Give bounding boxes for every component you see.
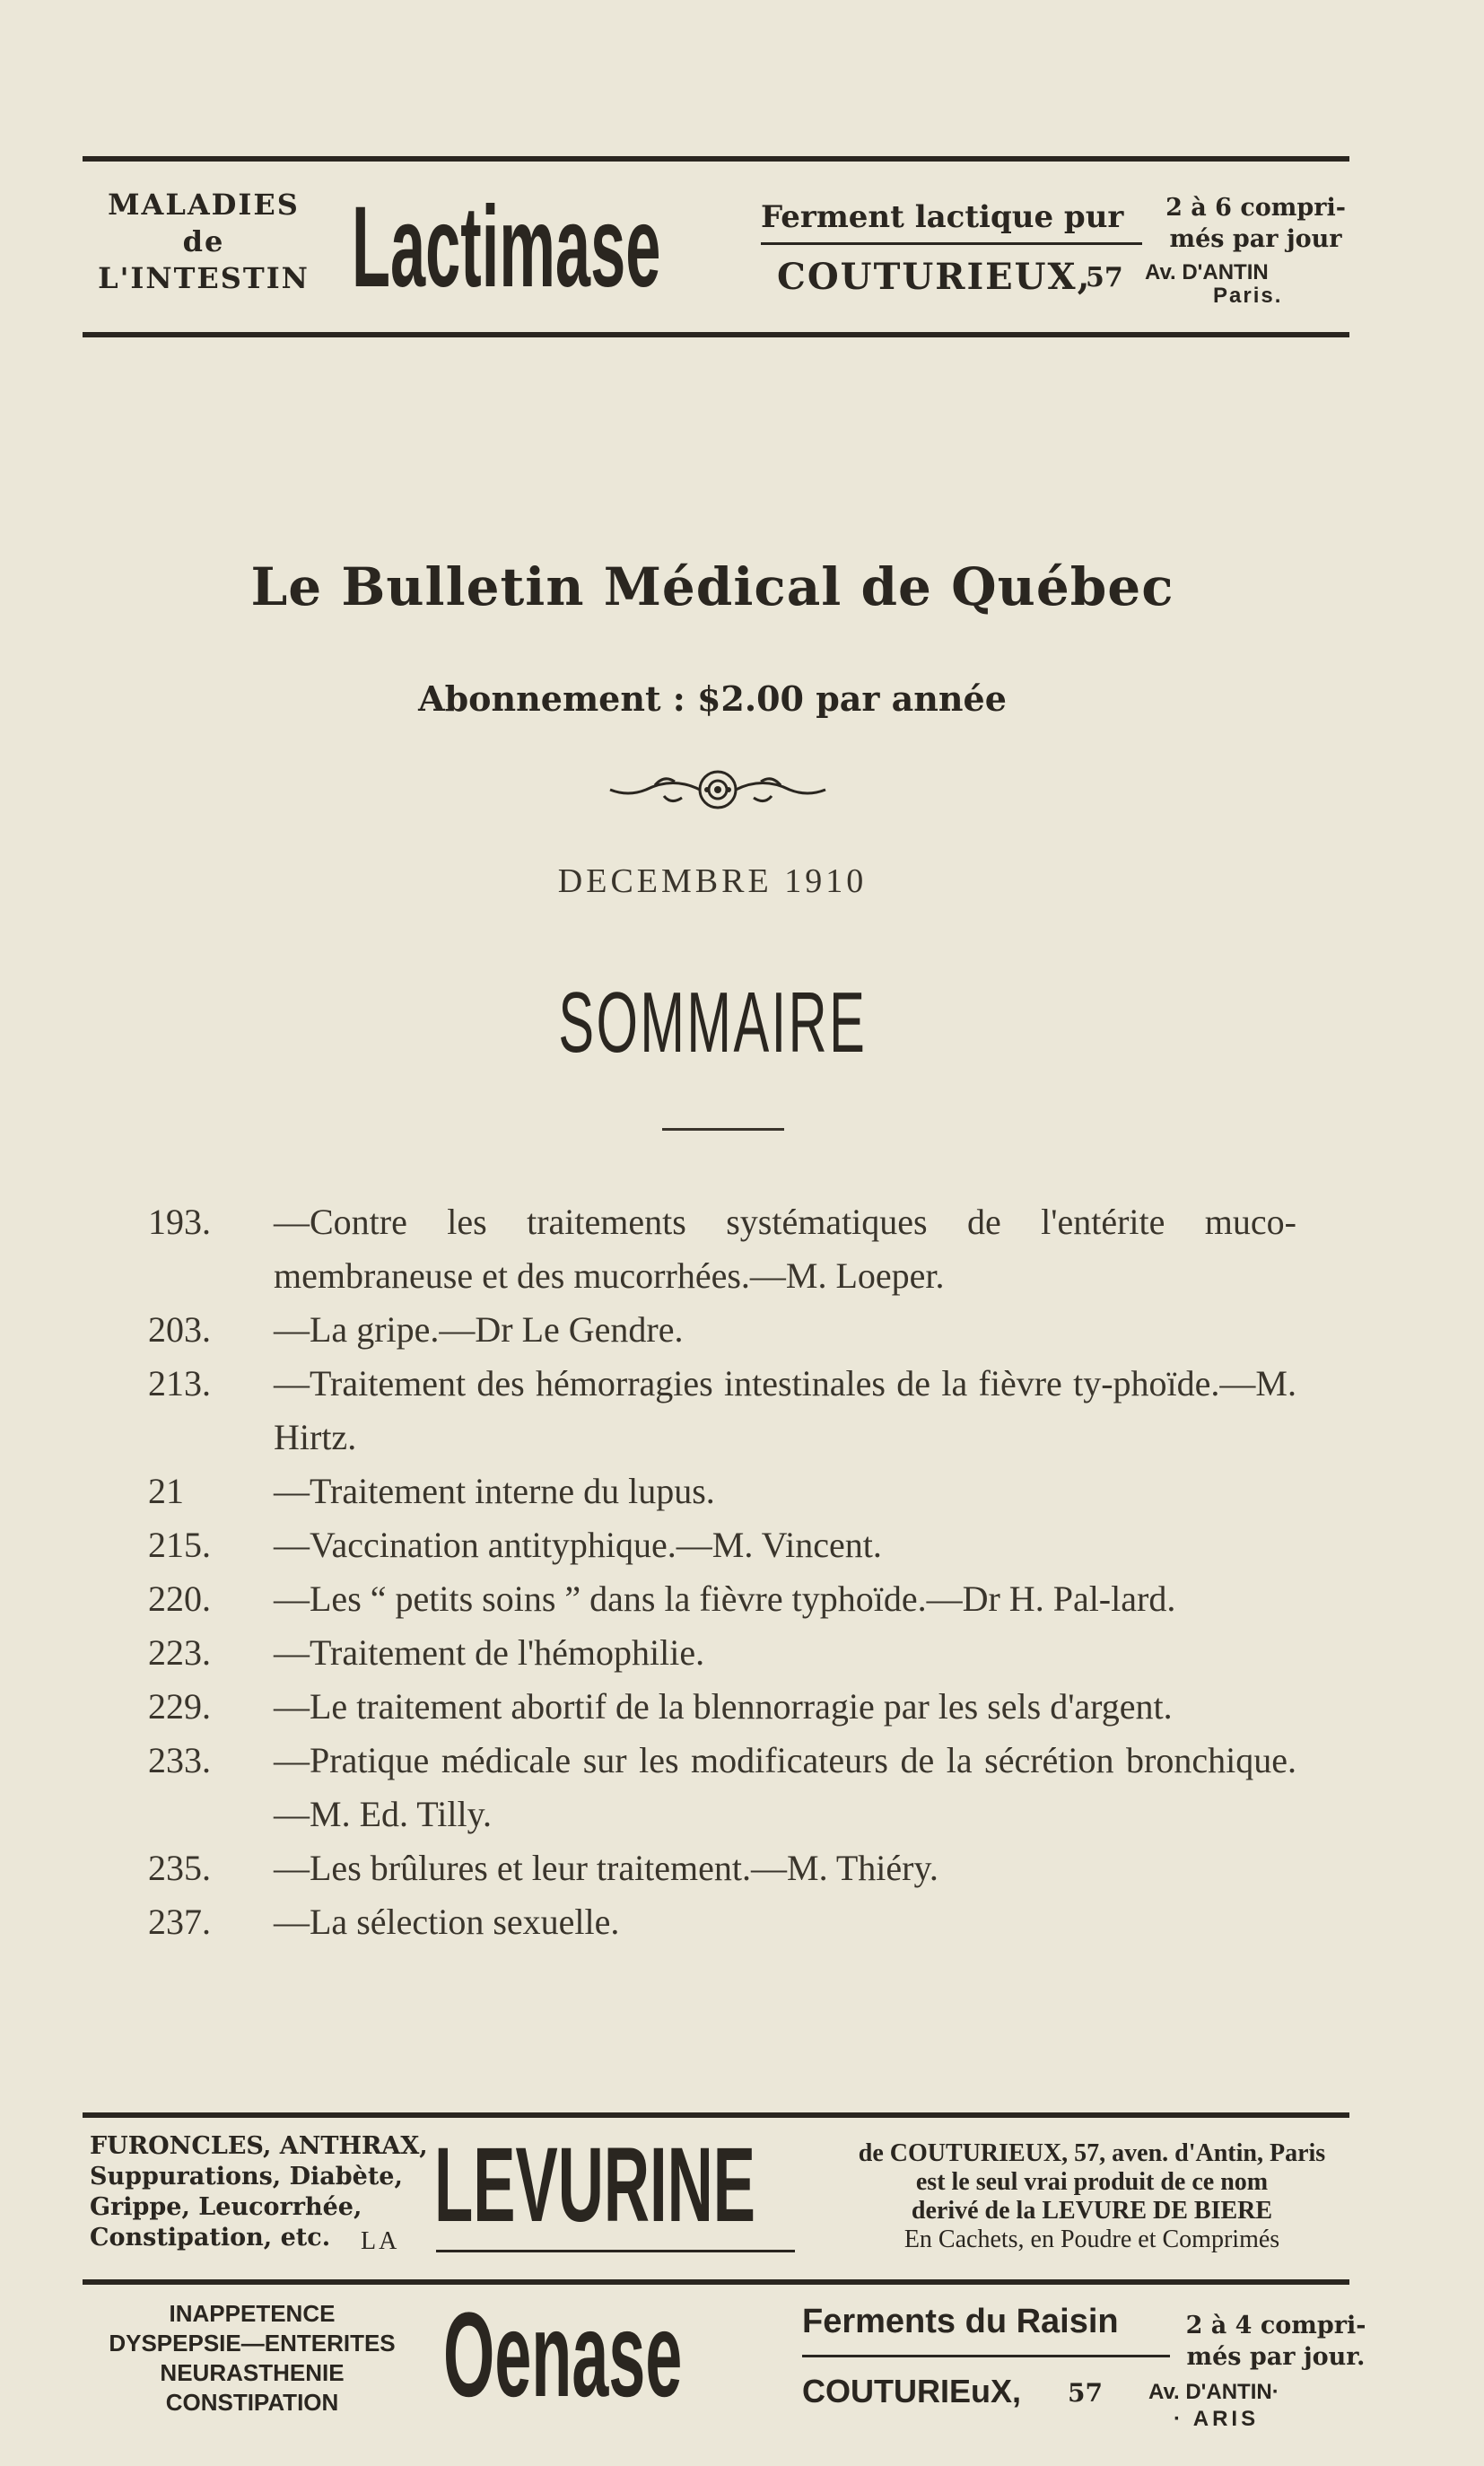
levurine-indications: FURONCLES, ANTHRAX, Suppurations, Diabète, Grippe, Leucorrhée, Constipation, etc. (90, 2132, 428, 2252)
lactimase-indication: MALADIES de L'INTESTIN (98, 188, 310, 295)
toc-entry (148, 1303, 1296, 1357)
lactimase-address-number: 57 (1086, 262, 1123, 293)
toc-entry-text: —La gripe.—Dr Le Gendre. (274, 1309, 684, 1350)
toc-entry-text: —Vaccination antityphique.—M. Vincent. (274, 1525, 882, 1565)
toc-page-number: 193. (148, 1202, 211, 1242)
toc-entry (148, 1572, 1296, 1626)
toc-entry-text: —Les brûlures et leur traitement.—M. Thiéry. (274, 1848, 938, 1888)
toc-entry-text: —Les “ petits soins ” dans la fièvre typhoïde.—Dr H. Pal-lard. (274, 1578, 1176, 1619)
bulletin-title: Le Bulletin Médical de Québec (250, 556, 1174, 617)
toc-page-number: 203. (148, 1309, 211, 1350)
toc-entry (148, 1195, 1296, 1303)
lactimase-address: Av. D'ANTIN (1145, 260, 1269, 284)
toc-entry-text: —La sélection sexuelle. (274, 1902, 620, 1942)
table-of-contents (148, 1195, 1296, 1949)
levurine-article: LA (361, 2227, 400, 2255)
lactimase-dosage: 2 à 6 compri- més par jour (1165, 194, 1346, 253)
oenase-city: · ARIS (1174, 2407, 1260, 2431)
toc-entry (148, 1680, 1296, 1734)
toc-entry-text: —Traitement des hémorragies intestinales de la fièvre ty-phoïde.—M. Hirtz. (274, 1363, 1296, 1457)
toc-entry-text: —Contre les traitements systématiques de l'entérite muco-membraneuse et des mucorrhées.—M. Loeper. (274, 1202, 1296, 1296)
issue-date: DECEMBRE 1910 (557, 862, 868, 900)
toc-page-number: 223. (148, 1632, 211, 1673)
lactimase-maker: COUTURIEUX, (777, 256, 1092, 298)
levurine-description: de COUTURIEUX, 57, aven. d'Antin, Paris est le seul vrai produit de ce nom derivé de la LEVURE DE BIERE En Cachets, en Poudre et Comprimés (858, 2139, 1326, 2253)
oenase-dosage: 2 à 4 compri- més par jour. (1185, 2312, 1366, 2371)
sommaire-heading: SOMMAIRE (558, 975, 867, 1071)
lactimase-tagline: Ferment lactique pur (761, 199, 1124, 235)
oenase-address-number: 57 (1068, 2378, 1103, 2408)
toc-entry (148, 1465, 1296, 1518)
toc-page-number: 235. (148, 1848, 211, 1888)
oenase-address: Av. D'ANTIN· (1148, 2380, 1279, 2404)
toc-entry (148, 1518, 1296, 1572)
levurine-brand: LEVURINE (434, 2126, 755, 2244)
toc-entry (148, 1626, 1296, 1680)
oenase-tagline-rule (802, 2355, 1170, 2357)
toc-entry-text: —Traitement interne du lupus. (274, 1471, 715, 1511)
ad-top-rule-upper (83, 156, 1349, 162)
toc-entry-text: —Traitement de l'hémophilie. (274, 1632, 705, 1673)
toc-entry (148, 1357, 1296, 1465)
oenase-brand: Oenase (443, 2288, 683, 2422)
toc-page-number: 229. (148, 1686, 211, 1727)
levurine-brand-rule (436, 2250, 795, 2252)
toc-page-number: 233. (148, 1740, 211, 1780)
oenase-indications: INAPPETENCE DYSPEPSIE—ENTERITES NEURASTHENIE CONSTIPATION (109, 2300, 396, 2416)
heading-rule (662, 1128, 784, 1131)
toc-page-number: 215. (148, 1525, 211, 1565)
lactimase-brand: Lactimase (352, 183, 661, 311)
toc-entry (148, 1895, 1296, 1949)
toc-page-number: 237. (148, 1902, 211, 1942)
ad-top-rule-lower (83, 332, 1349, 337)
toc-page-number: 21 (148, 1471, 184, 1511)
ornament-divider (601, 767, 834, 812)
toc-page-number: 220. (148, 1578, 211, 1619)
ad-levurine-rule-upper (83, 2112, 1349, 2118)
toc-entry-text: —Le traitement abortif de la blennorragie par les sels d'argent. (274, 1686, 1173, 1727)
toc-entry-text: —Pratique médicale sur les modificateurs de la sécrétion bronchique.—M. Ed. Tilly. (274, 1740, 1296, 1834)
lactimase-tagline-rule (761, 242, 1142, 245)
ad-levurine-rule-lower (83, 2279, 1349, 2285)
lactimase-city: Paris. (1213, 284, 1283, 308)
toc-entry (148, 1734, 1296, 1841)
oenase-maker: COUTURIEuX, (802, 2373, 1022, 2409)
toc-page-number: 213. (148, 1363, 211, 1404)
subscription-price: Abonnement : $2.00 par année (418, 678, 1007, 719)
toc-entry (148, 1841, 1296, 1895)
oenase-tagline: Ferments du Raisin (802, 2303, 1119, 2340)
